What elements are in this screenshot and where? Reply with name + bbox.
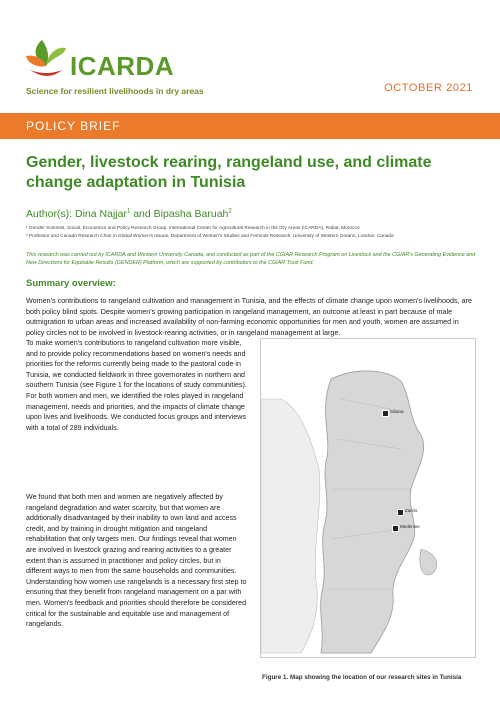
affiliation-1: ¹ Gender Scientist, Social, Economics and Policy Research Group, International Center for Agricultural Research in the Dry Areas (ICARDA), Rabat, Morocco	[26, 226, 360, 231]
summary-text: Women's contributions to rangeland cultivation and management in Tunisia, and the effects of climate change upon women's livelihoods, are both policy blind spots. Despite women's growing participation in rangeland management, an outcome at least in part because of male outmigration to urban areas and increased availability of non-farming economic opportunities for men and youth, women are assumed in policy circles not to be involved in livestock-rearing activities, or in rangeland management at large.	[26, 296, 472, 337]
icarda-logo[interactable]	[26, 40, 236, 100]
site-marker-zarzis	[397, 509, 404, 516]
site-label-zarzis: Zarzis	[405, 508, 418, 513]
summary-heading: Summary overview:	[26, 278, 116, 289]
authors-line	[26, 208, 232, 220]
leaf-logo-icon	[26, 40, 66, 82]
author-2-sup: 2	[228, 208, 232, 215]
site-label-medenine: Medenine	[400, 524, 420, 529]
site-marker-medenine	[392, 525, 399, 532]
header	[0, 0, 500, 108]
author-2: Bipasha Baruah	[153, 208, 229, 220]
page-title: Gender, livestock rearing, rangeland use, and climate change adaptation in Tunisia	[26, 154, 432, 191]
tunisia-map-icon	[261, 339, 475, 657]
funding-note: This research was carried out by ICARDA and Western University Canada, and conducted as part of the CGIAR Research Program on Livestock and the CGIAR's Generating Evidence and New Directions for Equitable Results (GENDER) Platform, which are supported by contributors to the CGIAR Trust Fund.	[26, 252, 476, 266]
author-1-sup: 1	[126, 208, 131, 215]
site-marker-siliana	[382, 410, 389, 417]
study-sites-map	[260, 338, 476, 658]
body-paragraph-2: We found that both men and women are negatively affected by rangeland degradation and water scarcity, but that women are additionally disadvantaged by their inability to own land and access credit, and by training in drought mitigation and rangeland rehabilitation that only targets men. Our findings reveal that women are involved in livestock grazing and rearing activities to a greater extent than is assumed in practitioner and policy circles, but in different ways to men from the same households and communities. Understanding how women use rangelands is a necessary first step to ensuring that they benefit from rangeland management on a par with men. Women's feedback and priorities should therefore be considered critical for the sustainable and equitable use and management of rangelands.	[26, 493, 247, 629]
site-label-siliana: Siliana	[390, 409, 404, 414]
banner-label: POLICY BRIEF	[26, 119, 121, 133]
author-1: Dina Najjar	[75, 208, 127, 220]
authors-conj: and	[130, 208, 154, 220]
authors-prefix: Author(s):	[26, 208, 76, 220]
logo-tagline: Science for resilient livelihoods in dry areas	[26, 86, 204, 96]
figure-caption: Figure 1. Map showing the location of our research sites in Tunisia	[262, 674, 462, 681]
affiliation-2: ² Professor and Canada Research Chair in Global Women's Issues, Department of Women's Studies and Feminist Research, University of Western Ontario, London, Canada	[26, 234, 394, 239]
logo-name: ICARDA	[70, 51, 175, 81]
publication-date: OCTOBER 2021	[384, 82, 473, 94]
policy-brief-banner	[0, 113, 500, 139]
body-paragraph-1: To make women's contributions to rangeland cultivation more visible, and to provide policy recommendations based on women's needs and priorities for the reforms currently being made to the pastoral code in Tunisia, we conducted fieldwork in three governorates in northern and southern Tunisia (see Figure 1 for the locations of study communities). For both women and men, we identified the roles played in rangeland management, needs and priorities, and the impacts of climate change upon lives and livelihoods. We conducted focus groups and interviews with a total of 289 individuals.	[26, 339, 247, 432]
